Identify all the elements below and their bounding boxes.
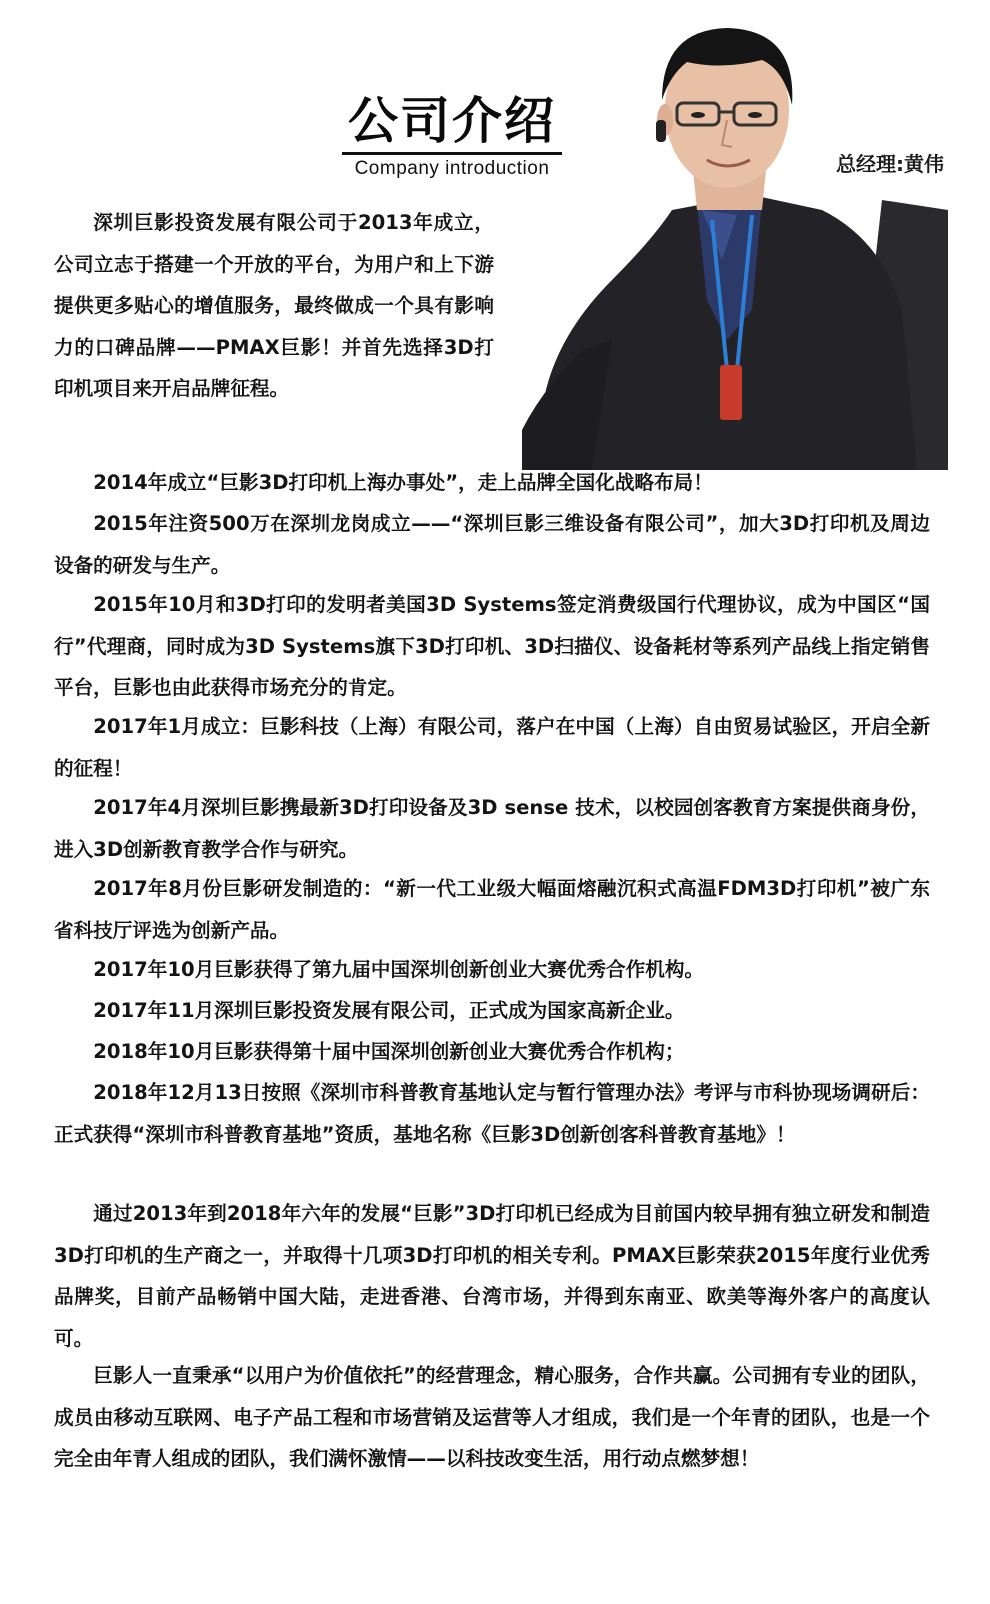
history-paragraph: 2017年10月巨影获得了第九届中国深圳创新创业大赛优秀合作机构。 [93,958,705,981]
intro-paragraph: 深圳巨影投资发展有限公司于2013年成立，公司立志于搭建一个开放的平台，为用户和上下游提供更多贴心的增值服务，最终做成一个具有影响力的口碑品牌——PMAX巨影！并首先选择3D打印机项目来开启品牌征程。 [54,211,494,400]
history-paragraph: 2017年1月成立：巨影科技（上海）有限公司，落户在中国（上海）自由贸易试验区，开启全新的征程！ [54,715,930,780]
history-paragraph: 2017年11月深圳巨影投资发展有限公司，正式成为国家高新企业。 [93,999,685,1022]
history-paragraph: 2015年10月和3D打印的发明者美国3D Systems签定消费级国行代理协议，成为中国区“国行”代理商，同时成为3D Systems旗下3D打印机、3D扫描仪、设备耗材等系列产品线上指定销售平台，巨影也由此获得市场充分的肯定。 [54,593,930,699]
history-paragraph: 2014年成立“巨影3D打印机上海办事处”，走上品牌全国化战略布局！ [93,471,713,494]
portrait-illustration [522,10,948,470]
history-paragraph: 2017年8月份巨影研发制造的：“新一代工业级大幅面熔融沉积式高温FDM3D打印机”被广东省科技厅评选为创新产品。 [54,877,930,942]
page-title: 公司介绍 [348,92,556,150]
team-paragraph: 巨影人一直秉承“以用户为价值依托”的经营理念，精心服务，合作共赢。公司拥有专业的团队，成员由移动互联网、电子产品工程和市场营销及运营等人才组成，我们是一个年青的团队，也是一个完全由年青人组成的团队，我们满怀激情——以科技改变生活，用行动点燃梦想！ [54,1364,930,1470]
portrait-caption: 总经理:黄伟 [836,152,944,176]
summary-paragraph: 通过2013年到2018年六年的发展“巨影”3D打印机已经成为目前国内较早拥有独立研发和制造3D打印机的生产商之一，并取得十几项3D打印机的相关专利。PMAX巨影荣获2015年度行业优秀品牌奖，目前产品畅销中国大陆，走进香港、台湾市场，并得到东南亚、欧美等海外客户的高度认可。 [54,1202,930,1350]
page-subtitle: Company introduction [354,158,550,179]
history-paragraph: 2018年10月巨影获得第十届中国深圳创新创业大赛优秀合作机构； [93,1040,685,1063]
general-manager-portrait [522,10,948,470]
history-paragraph: 2018年12月13日按照《深圳市科普教育基地认定与暂行管理办法》考评与市科协现场调研后：正式获得“深圳市科普教育基地”资质，基地名称《巨影3D创新创客科普教育基地》！ [54,1081,930,1146]
history-paragraph: 2015年注资500万在深圳龙岗成立——“深圳巨影三维设备有限公司”，加大3D打印机及周边设备的研发与生产。 [54,512,930,577]
history-paragraph: 2017年4月深圳巨影携最新3D打印设备及3D sense 技术，以校园创客教育方案提供商身份，进入3D创新教育教学合作与研究。 [54,796,930,861]
